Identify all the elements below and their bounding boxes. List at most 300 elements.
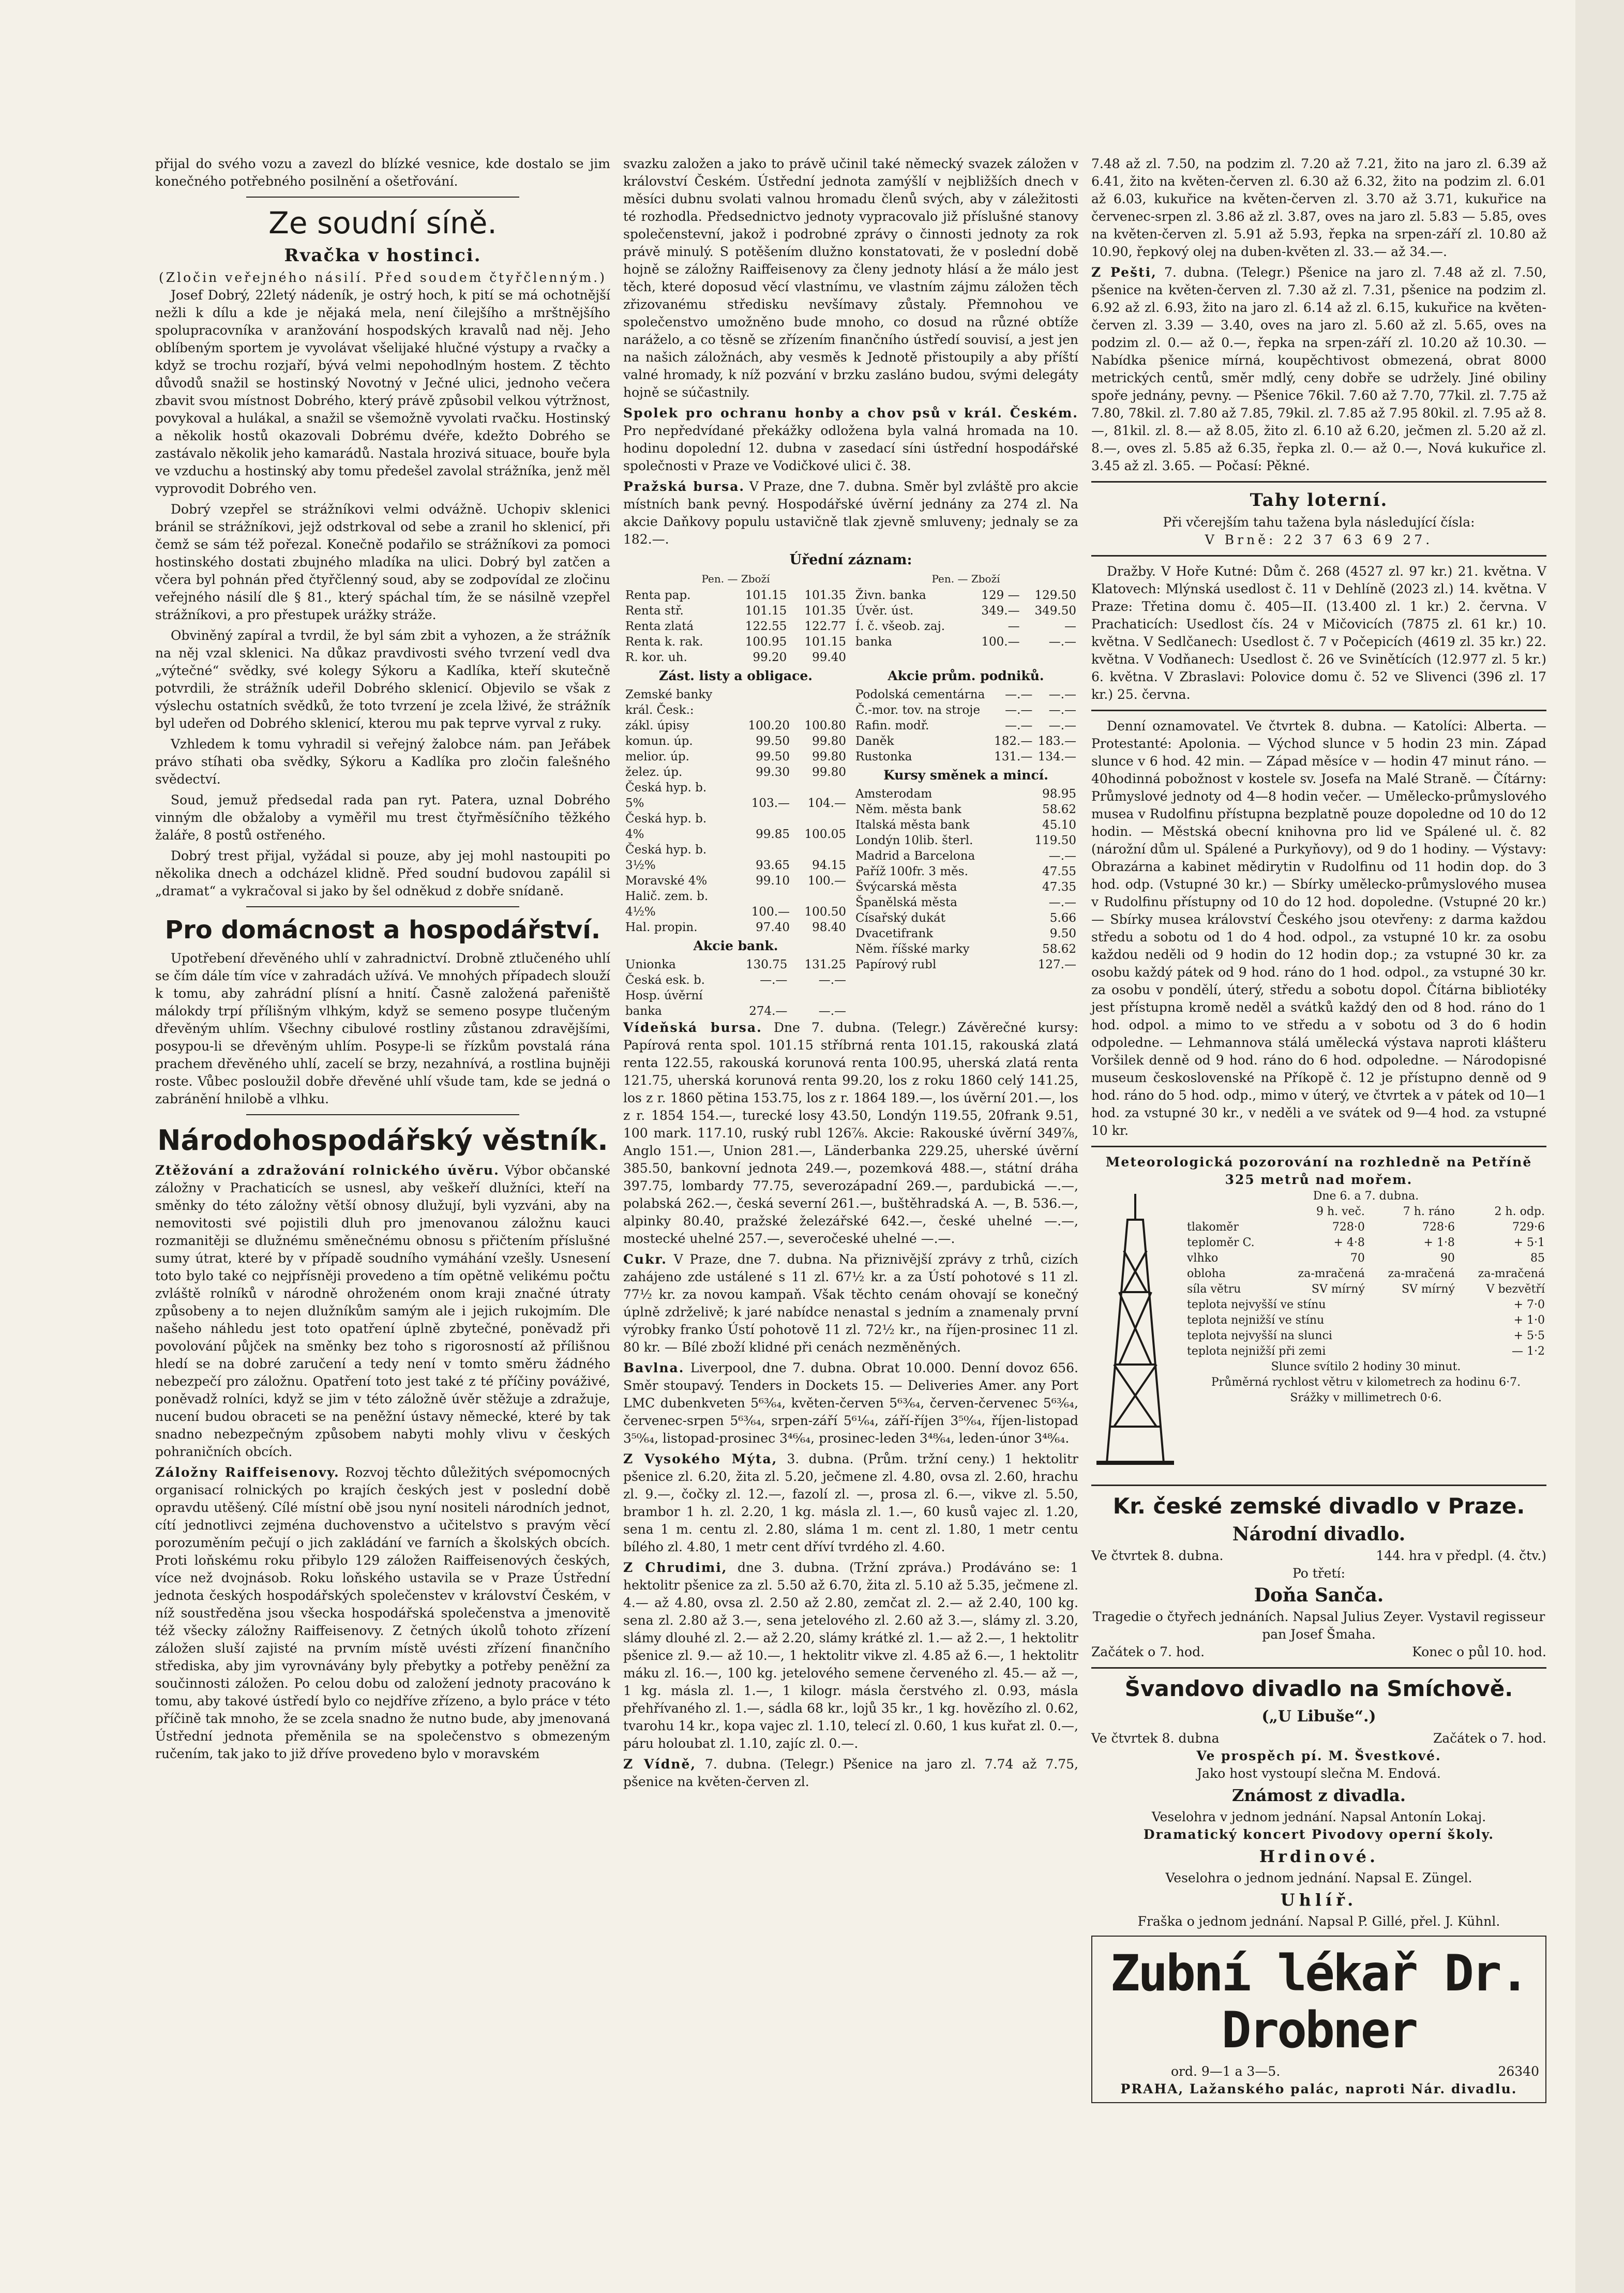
sugar-title: Cukr. (623, 1252, 667, 1267)
zast-row (623, 702, 848, 718)
row-value: V bezvětří (1486, 1283, 1545, 1296)
vienna-continued: 7.48 až zl. 7.50, na podzim zl. 7.20 až 7.21, žito na jaro zl. 6.39 až 6.41, žito na květen-červen zl. 6.30 až 6.32, žito na podzim zl. 6.01 až 6.03, kukuřice na květen-červen zl. 3.70 až 3.71, kukuřice na červenec-srpen zl. 3.86 až zl. 3.87, oves na jaro zl. 5.83 — 5.85, oves na květen-červen zl. 5.91 až 5.93, řepka na srpen-září zl. 10.80 až 10.90, řepkový olej na duben-květen zl. 33.— až 34.—. (1091, 156, 1546, 259)
bonds-table-right (853, 588, 1078, 650)
akcie-bank-row (623, 972, 848, 988)
row-label: Italská města bank (855, 818, 970, 832)
court-paragraph: Dobrý vzepřel se strážníkovi velmi odvážně. Uchopiv sklenici bránil se strážníkovi, jejž odstrkoval od sebe a zranil ho sklenicí, při čemž se sám též pořezal. Konečně podařilo se strážníkovi za pomoci hostinského dostati zbujného mladíka na ulici. Dobrý byl zatčen a včera byl pohnán před čtyřčlenný soud, aby se zodpovídal ze zločinu veřejného násilí dle § 81., který spáchal tím, že se násilně vzepřel strážníkovi, a pro přestupek urážky stráže. (155, 502, 610, 622)
weather-row (1185, 1251, 1546, 1266)
lottery-title: Tahy loterní. (1250, 490, 1388, 511)
row-value: —.— (1005, 719, 1033, 732)
bond-row (853, 619, 1078, 634)
smenky-row (853, 895, 1078, 910)
weather-row (1185, 1282, 1546, 1297)
row-label: 4% (625, 828, 644, 841)
row-label: Amsterodam (855, 787, 933, 801)
divider (1091, 710, 1546, 711)
row-value: 5.66 (1049, 911, 1076, 925)
weather-temp-row (1185, 1313, 1546, 1328)
national-theatre-desc: Tragedie o čtyřech jednáních. Napsal Julius Zeyer. Vystavil regisseur pan Josef Šmaha. (1092, 1609, 1545, 1642)
weather-date: Dne 6. a 7. dubna. (1313, 1190, 1419, 1203)
weather-row (1185, 1220, 1546, 1235)
row-label: Papírový rubl (855, 958, 937, 971)
row-value: 101.35 (804, 589, 846, 602)
vienna-bourse-text: Dne 7. dubna. (Telegr.) Závěrečné kursy: Papírová renta spol. 101.15 stříbrná renta 101.15, rakouská zlatá renta 122.55, rakouská korunová renta 100.95, uherská zlatá renta 121.75, uherská korunová renta 99.20, los z roku 1860 celý 141.25, los z r. 1860 pětina 153.75, los z r. 1864 189.—, los úvěrní 201.—, los z r. 1854 154.—, turecké losy 43.50, Londýn 119.55, 20frank 9.51, 100 mark. 117.10, ruský rubl 126⅞. Akcie: Rakouské úvěrní 349⅞, Anglo 151.—, Union 281.—, Länderbanka 229.25, uherské úvěrní 385.50, bankovní jednota 249.—, pozemková 488.—, státní dráha 397.75, lombardy 77.75, severozápadní 269.—, pardubická —.—, polabská 262.—, česká severní 261.—, buštěhradská A. —, B. 536.—, alpinky 80.40, pražské železářské 642.—, české uhelné —.—, mostecké uhelné 257.—, severočeské uhelné —.—. (623, 1020, 1079, 1246)
spolek-text: Pro nepředvídané překážky odložena byla valná hromada na 10. hodinu dopolední 12. dubna v zasedací síni ústřední hospodářské společnosti v Praze ve Vodičkové ulici č. 38. (623, 423, 1078, 473)
smenky-row (853, 926, 1078, 941)
row-label: banka (855, 635, 892, 649)
row-value: + 1·0 (1513, 1314, 1545, 1327)
economy-paragraph (155, 1162, 610, 1461)
row-label: teplota nejvyšší ve stínu (1187, 1298, 1326, 1311)
weather-col-head: 9 h. več. (1316, 1205, 1365, 1218)
national-theatre-third: Po třetí: (1292, 1566, 1346, 1581)
myto-report (623, 1450, 1078, 1556)
column-2 (623, 155, 1078, 1794)
akcie-bank-title: Akcie bank. (693, 938, 778, 953)
row-value: 45.10 (1042, 818, 1076, 832)
row-value: + 1·8 (1423, 1236, 1455, 1249)
row-label: síla větru (1187, 1283, 1241, 1296)
play-hrdinove-desc: Veselohra o jednom jednání. Napsal E. Züngel. (1165, 1870, 1472, 1885)
svanda-benefit: Ve prospěch pí. M. Švestkové. (1196, 1748, 1441, 1763)
akcie-table (853, 687, 1078, 765)
row-value (1014, 910, 1019, 926)
row-value: 99.80 (812, 750, 846, 763)
play-znamost-desc: Veselohra v jednom jednání. Napsal Antonín Lokaj. (1151, 1809, 1486, 1824)
row-value (1014, 895, 1019, 910)
row-label: Í. č. všeob. zaj. (855, 620, 945, 633)
row-value: —.— (1048, 849, 1076, 863)
row-label: Dvacetifrank (855, 927, 934, 940)
weather-note: Slunce svítilo 2 hodiny 30 minut. (1271, 1360, 1461, 1373)
row-value (1014, 957, 1019, 972)
divider (1091, 1146, 1546, 1147)
zast-row (623, 749, 848, 765)
national-theatre-start: Začátek o 7. hod. (1091, 1644, 1205, 1659)
quotes-head: Pen. — Zboží (701, 573, 770, 585)
row-value: 58.62 (1042, 942, 1076, 956)
row-value: 99.50 (756, 735, 790, 748)
row-value (735, 702, 792, 718)
zast-row (623, 796, 848, 811)
weather-temp-row (1185, 1344, 1546, 1359)
cotton-report (623, 1359, 1078, 1447)
bond-row (623, 619, 848, 634)
row-value: 131.— (994, 750, 1033, 763)
smenky-row (853, 957, 1078, 972)
row-value: —.— (1005, 688, 1033, 701)
row-value: 58.62 (1042, 803, 1076, 816)
row-value: 9.50 (1049, 927, 1076, 940)
row-value: 101.15 (745, 589, 787, 602)
play-znamost-title: Známost z divadla. (1231, 1786, 1406, 1805)
row-value: 134.— (1037, 750, 1076, 763)
chrudim-text: dne 3. dubna. (Tržní zpráva.) Prodáváno se: 1 hektolitr pšenice za zl. 5.50 až 6.70, žita zl. 5.10 až 5.35, ječmene zl. 4.— až 4.80, ovsa zl. 2.50 až 2.80, zemčat zl. 2.— až 2.40, 100 kg. sena zl. 2.80 až 3.—, sena jetelového zl. 2.60 až 3.—, slámy zl. 3.20, slámy dlouhé zl. 2.— až 2.20, slámy krátké zl. 1.— až 2.—, 1 hektolitr pšenice zl. 9.— až 10.—, 1 hektolitr vikve zl. 4.85 až 6.—, 1 hektolitr máku zl. 16.—, 100 kg. jetelového semene červeného zl. 45.— až —, 1 kg. másla zl. 1.—, 1 kilogr. másla čerstvého zl. 0.93, másla přehřívaného zl. 1.—, sádla 68 kr., lojů 35 kr., 1 kg. hovězího zl. 0.62, tvarohu 14 kr., kopa vajec zl. 1.10, telecí zl. 0.60, 1 kus kuřat zl. 0.—, páru holoubat zl. 1.10, zajíc zl. 0.—. (623, 1560, 1079, 1751)
divider (246, 197, 519, 198)
akcie-row (853, 718, 1078, 733)
row-value: 101.15 (745, 604, 787, 618)
economy-paragraph-text: Rozvoj těchto důležitých svépomocných organisací rolnických po krajích českých jest v poslední době opravdu utěšený. Cílé místní obě jsou nyní nositeli národních jednot, cítí jednotlivci zejména duchovenstvo a učitelstvo s pravým věcí porozuměním pečují o jich zakládání ve farních a školských obcích. Proti loňskému roku přibylo 129 záložen Raiffeisenových českých, více než dvojnásob. Roku loňského ustavila se v Praze Ústřední jednota českých hospodářských společenstev v království Českém, v níž soustředěna jsou všecka hospodářská společenstva a jmenovitě též všecky záložny Raiffeisenovy. Z četných úkolů tohoto zřízení záložen sluší zajisté na prvním místě uvésti zřízení finančního střediska, aby jim vyrovnávány byly přebytky a potřeby peněžní za součinnosti záložen. Po celou dobu od založení jednoty pracováno k tomu, aby takové ústředí bylo co nejdříve zřízeno, a bylo práce v této příčině tak mnoho, že se zcela snadno že nutno bude, aby jmenovaná Ústřední jednota přeměnila se na společenstvo s obmezeným ručením, tak jako to již dříve provedeno bylo v moravském (155, 1465, 610, 1761)
row-value: —.— (1048, 896, 1076, 909)
row-value: 94.15 (812, 859, 846, 872)
row-value: — (1064, 620, 1076, 633)
row-label: Česká hyp. b. (625, 781, 707, 795)
row-value: 182.— (994, 735, 1033, 748)
pest-text: 7. dubna. (Telegr.) Pšenice na jaro zl. 7.48 až zl. 7.50, pšenice na květen-červen zl. 7.30 až zl. 7.31, pšenice na podzim zl. 6.92 až zl. 6.93, žito na jaro zl. 6.14 až zl. 6.15, kukuřice na květen-červen zl. 3.39 — 3.40, oves na jaro zl. 5.60 až zl. 5.65, oves na podzim zl. 0.— až 0.—, řepka na srpen-září zl. 10.20 až 10.30. — Nabídka pšenice mírná, koupěchtivost obmezená, obrat 8000 metrických centů, směr mdlý, ceny dobře se udržely. Jiné obiliny spoře jednány, pevny. — Pšenice 76kil. 7.60 až 7.70, 77kil. zl. 7.75 až 7.80, 78kil. zl. 7.80 až 7.85, 79kil. zl. 7.85 až 7.95 80kil. zl. 7.95 až 8.—, 81kil. zl. 8.— až 8.05, žito zl. 6.10 až 6.20, ječmen zl. 5.20 až zl. 8.—, oves zl. 5.85 až 6.35, řepka zl. 0.— až 0.—, Nová kukuřice zl. 3.45 až zl. 3.65. — Počasí: Pěkné. (1091, 265, 1546, 473)
weather-title: Meteorologická pozorování na rozhledně na Petříně (1105, 1155, 1532, 1170)
bond-row (623, 603, 848, 619)
row-label: Rustonka (855, 750, 912, 763)
row-value: — (1008, 620, 1020, 633)
row-value: 100.— (981, 635, 1020, 649)
akcie-title: Akcie prům. podniků. (888, 668, 1044, 683)
vienna-bourse (623, 1019, 1078, 1248)
row-value: 98.40 (812, 921, 846, 934)
zast-row (623, 811, 848, 827)
zast-row (623, 889, 848, 904)
zast-title: Zást. listy a obligace. (659, 668, 813, 683)
row-value: 47.55 (1042, 865, 1076, 878)
row-label: král. Česk.: (625, 703, 694, 717)
akcie-bank-row (623, 957, 848, 972)
row-value (792, 702, 848, 718)
row-value (792, 889, 848, 904)
prague-bourse (623, 478, 1078, 548)
row-value: 274.— (749, 1005, 788, 1018)
row-label: Moravské 4% (625, 874, 708, 888)
row-label: 5% (625, 797, 644, 810)
bond-row (623, 650, 848, 665)
akcie-row (853, 749, 1078, 765)
row-label: Česká esk. b. (625, 973, 705, 987)
prague-bourse-text: V Praze, dne 7. dubna. Směr byl zvláště pro akcie místních bank pevný. Hospodářské úvěrní jednány za 274 zl. Na akcie Daňkovy populu ustavičně tlak zjevně smluveny; jednaly se za 182.—. (623, 479, 1078, 547)
dentist-hours-line (1099, 2063, 1539, 2080)
economy-continued: svazku založen a jako to právě učinil také německý svazek záložen v království Českém. Ústřední jednota zamýšlí v nejbližších dnech v měsíci dubnu svolati valnou hromadu členů svých, aby v záležitosti té rozhodla. Předsednictvo jednoty vypracovalo již příslušné stanovy společenstevní, jakož i podrobné zprávy o činnosti jednoty za rok právě minulý. S potěšením dlužno konstatovati, že v poslední době hojně se záložny Raiffeisenovy za členy jednoty hlásí a že málo jest těch, které doposud věcí vlastnímu, ve vlastním zájmu záložen těch zřizovanému středisku nevšímavy zůstaly. Přemnohou ve společenstvo umožněno bude mnoho, co dosud na různé obtíže naráželo, a co těsně se zřízením finančního ústředí souvisí, a jest jen na našich záložnách, aby vesměs k Jednotě přistoupily a aby příští valné hromady, k níž pozvání v brzku zasláno budou, svými delegáty hojně se súčastnily. (623, 156, 1078, 400)
zast-row (623, 827, 848, 842)
row-value: 98.95 (1042, 787, 1076, 801)
row-value (1014, 817, 1019, 833)
dentist-advertisement (1091, 1936, 1546, 2103)
row-label: želez. úp. (625, 766, 683, 779)
akcie-bank-table (623, 957, 848, 1019)
row-value: 104.— (807, 797, 846, 810)
row-label: 3½% (625, 859, 656, 872)
zast-table (623, 687, 848, 935)
row-value: 100.20 (748, 719, 790, 732)
lottery-numbers: V Brně: 22 37 63 69 27. (1205, 532, 1433, 547)
economy-paragraph (155, 1464, 610, 1763)
row-value: — 1·2 (1512, 1345, 1545, 1358)
row-label: teplota nejnižší při zemi (1187, 1345, 1326, 1358)
row-label: Renta zlatá (625, 620, 694, 633)
row-label: Daněk (855, 735, 894, 748)
national-theatre-subscription: 144. hra v předpl. (4. čtv.) (1376, 1548, 1546, 1563)
court-paragraph: Josef Dobrý, 22letý nádeník, je ostrý hoch, k pití se má ochotnější nežli k dílu a kde je nějaká mela, není čilejšího a mrštnějšího spolupracovníka v aranžování hospodských kravalů nad něj. Jeho oblíbeným sportem je vyvolávat všelijaké hlučné výstupy a rvačky a když se trochu rozjaří, bývá velmi nepohodlným hostem. Z těchto důvodů snažil se hostinský Novotný v Ječné ulici, jednoho večera zbavit svou místnost Dobrého, který právě způsobil velkou výtržnost, povykoval a hulákal, a snažil se všemožně vyvolati rvačku. Hostinský a několik hostů okazovali Dobrému dvéře, kdežto Dobrého se zastávalo několik jeho kamarádů. Nastala hrozivá situace, bouře byla ve vzduchu a hostinský aby tomu předešel zavolal strážníka, jenž měl vyprovodit Dobrého ven. (155, 288, 610, 496)
weather-row (1185, 1266, 1546, 1282)
row-label: Císařský dukát (855, 911, 945, 925)
spolek-notice (623, 404, 1078, 475)
row-label: Renta stř. (625, 604, 684, 618)
chrudim-report (623, 1559, 1078, 1752)
row-value (1014, 786, 1019, 802)
row-value: + 5·5 (1513, 1329, 1545, 1342)
smenky-table (853, 786, 1078, 972)
weather-table (1185, 1204, 1546, 1297)
national-theatre-date: Ve čtvrtek 8. dubna. (1091, 1548, 1224, 1563)
sugar-report (623, 1251, 1078, 1356)
smenky-row (853, 817, 1078, 833)
court-paragraph: Soud, jemuž předsedal rada pan ryt. Patera, uznal Dobrého vinným dle obžaloby a vyměřil mu trest čtyřměsíčního těžkého žaláře, 8 postů ostřeného. (155, 792, 610, 843)
quotes-head: Pen. — Zboží (931, 573, 1000, 585)
national-theatre-play: Doňa Sanča. (1254, 1584, 1384, 1606)
smenky-row (853, 941, 1078, 957)
smenky-row (853, 833, 1078, 848)
bonds-table-left (623, 588, 848, 665)
household-section-title: Pro domácnost a hospodářství. (164, 916, 601, 945)
smenky-row (853, 848, 1078, 864)
row-value: 93.65 (756, 859, 790, 872)
row-label: Rafin. modř. (855, 719, 929, 732)
row-label: Česká hyp. b. (625, 812, 707, 826)
row-value: 97.40 (756, 921, 790, 934)
economy-section-title: Národohospodářský věstník. (157, 1124, 608, 1157)
court-article-title: Rvačka v hostinci. (284, 245, 482, 266)
play-hrdinove-title: Hrdinové. (1259, 1847, 1379, 1866)
row-value: 90 (1440, 1252, 1455, 1265)
smenky-row (853, 864, 1078, 879)
svanda-theatre-title: Švandovo divadlo na Smíchově. (1124, 1676, 1513, 1701)
row-value (1014, 941, 1019, 957)
row-value (735, 687, 792, 702)
smenky-title: Kursy směnek a mincí. (883, 768, 1048, 783)
weather-note: Srážky v millimetrech 0·6. (1290, 1391, 1442, 1404)
row-value: + 7·0 (1513, 1298, 1545, 1311)
column-3 (1091, 155, 1546, 2108)
row-label: vlhko (1187, 1252, 1219, 1265)
row-label: Paříž 100fr. 3 měs. (855, 865, 968, 878)
official-quotes-title: Úřední záznam: (789, 552, 912, 568)
svanda-date: Ve čtvrtek 8. dubna (1091, 1731, 1220, 1746)
row-label: teplota nejnižší ve stínu (1187, 1314, 1325, 1327)
weather-row (1185, 1235, 1546, 1251)
row-value: 99.10 (756, 874, 790, 888)
cotton-text: Liverpool, dne 7. dubna. Obrat 10.000. Denní dovoz 656. Směr stoupavý. Tenders in Dockets 15. — Deliveries Amer. any Port LMC dubenkveten 5⁶³⁄₆₄, květen-červen 5⁶³⁄₆₄, červen-červenec 5⁶³⁄₆₄, červenec-srpen 5⁶³⁄₆₄, srpen-září 5⁶¹⁄₆₄, září-říjen 3⁵⁰⁄₆₄, říjen-listopad 3⁵⁰⁄₆₄, listopad-prosinec 3⁴⁶⁄₆₄, prosinec-leden 3⁴⁸⁄₆₄, leden-únor 3⁴⁸⁄₆₄. (623, 1360, 1078, 1446)
zast-row (623, 765, 848, 780)
row-value (1014, 864, 1019, 879)
row-value: —.— (1005, 703, 1033, 717)
row-value: —.— (760, 973, 788, 987)
national-theatre-title: Kr. české zemské divadlo v Praze. (1112, 1493, 1525, 1519)
row-value: 47.35 (1042, 880, 1076, 894)
row-value: 103.— (751, 797, 790, 810)
auctions-text: Dražby. V Hoře Kutné: Dům č. 268 (4527 zl. 97 kr.) 21. května. V Klatovech: Mlýnská usedlost č. 11 v Dehlíně (2023 zl.) 14. května. V Praze: Třetina domu č. 405—II. (13.400 zl. 1 kr.) 2. června. V Prachaticích: Usedlost čís. 24 v Mičovicích (7875 zl. 61 kr.) 10. května. V Sedlčanech: Usedlost č. 7 v Počepicích (4619 zl. 35 kr.) 22. května. V Vodňanech: Usedlost č. 26 ve Svinětících (12.977 zl. 5 kr.) 6. května. V Zbraslavi: Polovice domu č. 52 ve Slivenci (396 zl. 17 kr.) 25. června. (1091, 564, 1546, 702)
intro-paragraph: přijal do svého vozu a zavezl do blízké vesnice, kde dostalo se jim konečného potřebného posilnění a ošetřování. (155, 156, 610, 189)
row-value (735, 811, 792, 827)
row-value (789, 988, 848, 1003)
vienna-bourse-title: Vídeňská bursa. (623, 1020, 762, 1035)
zast-row (623, 920, 848, 935)
row-value: 728·6 (1422, 1221, 1455, 1234)
row-label: Česká hyp. b. (625, 843, 707, 857)
row-value: 729·6 (1512, 1221, 1545, 1234)
row-label: Hosp. úvěrní (625, 989, 703, 1002)
row-value: 101.35 (804, 604, 846, 618)
quotes-table-top (623, 570, 1078, 665)
row-value: 99.40 (812, 651, 846, 664)
row-label: Unionka (625, 958, 676, 971)
dentist-hours: ord. 9—1 a 3—5. (1171, 2064, 1281, 2079)
row-label: teploměr C. (1187, 1236, 1255, 1249)
myto-title: Z Vysokého Mýta, (623, 1451, 778, 1466)
zast-row (623, 733, 848, 749)
row-value: 99.50 (756, 750, 790, 763)
divider (1091, 1485, 1546, 1486)
row-value: 131.25 (804, 958, 846, 971)
divider (1091, 1667, 1546, 1669)
row-value: —.— (1048, 719, 1076, 732)
vienna-text: 7. dubna. (Telegr.) Pšenice na jaro zl. 7.74 až 7.75, pšenice na květen-červen zl. (623, 1757, 1078, 1789)
national-theatre-end: Konec o půl 10. hod. (1412, 1644, 1546, 1659)
row-label: Renta k. rak. (625, 635, 703, 649)
row-label: Č.-mor. tov. na stroje (855, 703, 981, 717)
prague-bourse-title: Pražská bursa. (623, 479, 745, 494)
row-value (1014, 926, 1019, 941)
row-value: —.— (1048, 635, 1076, 649)
household-paragraph: Upotřebení dřevěného uhlí v zahradnictví. Drobně ztlučeného uhlí se čím dále tím více v zahradách užívá. Ve mnohých případech slouží k tomu, aby zahrádní plísní a hnití. Časně založená pařeniště málokdy trpí přílišným vlhkým, když se semeno posype tlučeným dřevěným uhlím. Všechny cibulové rostliny zůstanou zdravějšími, posypou-li se dřevěným uhlím. Posype-li se řízkům povstalá rána prachem dřevěného uhlí, zacelí se brzy, nezahnívá, a rostlina bujněji roste. Vůbec posloužil dobře dřevěné uhlí všude tam, kde se jedná o zabránění hnilobě a vlhku. (155, 951, 610, 1106)
row-value: 100.05 (804, 828, 846, 841)
row-value: 99.80 (812, 766, 846, 779)
zast-row (623, 687, 848, 702)
weather-temp-row (1185, 1328, 1546, 1344)
weather-col-head: 2 h. odp. (1494, 1205, 1545, 1218)
court-paragraph: Dobrý trest přijal, vyžádal si pouze, aby jej mohl nastoupiti po několika dnech a odcházel klidně. Před soudní budovou zapálil si „dramat“ a vykračoval si jako by šel odněkud z dobře snídaně. (155, 848, 610, 898)
weather-subtitle: 325 metrů nad mořem. (1225, 1172, 1413, 1187)
svanda-start: Začátek o 7. hod. (1433, 1731, 1546, 1746)
row-label: R. kor. uh. (625, 651, 687, 664)
row-value: 100.80 (804, 719, 846, 732)
row-value (1014, 833, 1019, 848)
weather-notes (1185, 1359, 1546, 1406)
row-label: teplota nejvyšší na slunci (1187, 1329, 1332, 1342)
bond-row (623, 634, 848, 650)
row-label: Zemské banky (625, 688, 713, 701)
dentist-address: PRAHA, Lažanského palác, naproti Nár. divadlu. (1120, 2081, 1517, 2096)
row-value: 183.— (1037, 735, 1076, 748)
chrudim-title: Z Chrudimi, (623, 1560, 728, 1575)
row-value: za-mračená (1478, 1267, 1545, 1280)
court-article-kicker: (Zločin veřejného násilí. Před soudem čtyřčlenným.) (159, 270, 607, 285)
row-value: 100.— (751, 905, 790, 919)
row-label: Madrid a Barcelona (855, 849, 975, 863)
row-label: Úvěr. úst. (855, 604, 914, 618)
zast-row (623, 873, 848, 889)
divider (1091, 555, 1546, 557)
row-value: 99.85 (756, 828, 790, 841)
row-label: Něm. města bank (855, 803, 961, 816)
akcie-row (853, 687, 1078, 702)
vienna-title: Z Vídně, (623, 1757, 697, 1772)
row-value (735, 889, 792, 904)
smenky-row (853, 910, 1078, 926)
weather-block (1091, 1189, 1546, 1478)
play-uhlir-title: Uhlíř. (1280, 1890, 1358, 1910)
row-value (731, 988, 790, 1003)
row-label: obloha (1187, 1267, 1226, 1280)
row-value: 129 — (981, 589, 1020, 602)
row-value: 122.77 (804, 620, 846, 633)
row-label: komun. úp. (625, 735, 693, 748)
row-label: Něm. říšské marky (855, 942, 970, 956)
sugar-text: V Praze, dne 7. dubna. Na přiznivější zprávy z trhů, cizích zahájeno zde ustálené s 11 zl. 67½ kr. a za Ústí pohotové s 11 zl. 77½ kr. za novou kampaň. Však těchto cenám ohovají se konečný úplně zdrželivě; k jaré nabídce nenastal s jedním a znamenaly první výrobky franko Ústí pohotově 11 zl. 72½ kr., na říjen-prosinec 11 zl. 80 kr. — Bílé zboží klidné při cenách nezměněných. (623, 1252, 1078, 1355)
row-label: Švýcarská města (855, 880, 957, 894)
row-value: 728·0 (1332, 1221, 1365, 1234)
row-value (1014, 848, 1019, 864)
akcie-bank-row (623, 988, 848, 1003)
weather-header-row (1185, 1204, 1546, 1220)
cotton-title: Bavlna. (623, 1360, 685, 1375)
lottery-text: Při včerejším tahu tažena byla následující čísla: (1163, 515, 1475, 530)
row-value: 127.— (1037, 958, 1076, 971)
spolek-title: Spolek pro ochranu honby a chov psů v král. Českém. (623, 406, 1078, 421)
row-value: 129.50 (1034, 589, 1076, 602)
row-value: 100.— (807, 874, 846, 888)
bond-row (853, 603, 1078, 619)
daily-notices: Denní oznamovatel. Ve čtvrtek 8. dubna. — Katolíci: Alberta. — Protestanté: Apolonia. — Východ slunce v 5 hodin 23 min. Západ slunce v 6 hod. 42 min. — Západ měsíce v — hodin 47 minut ráno. — 40hodinná pobožnost v kostele sv. Josefa na Malé Straně. — Čítárny: Průmyslové jednoty od 4—8 hodin večer. — Umělecko-průmyslového musea v Rudolfinu přístupna bezplatně pouze dopoledne od 10 do 12 hodin. — Městská obecní knihovna pro lid ve Spálené ul. č. 82 (nárožní dům ul. Spálené a Purkyňovy), od 9 do 1 hodiny. — Výstavy: Obrazárna a kabinet mědirytin v Rudolfinu od 11 hodin dop. do 3 hod. odp. (Vstupné 30 kr.) — Sbírky umělecko-průmyslového musea v Rudolfinu přístupny od 10 do 12 hod. dopoledne. (Vstupné 20 kr.) — Sbírky musea království Českého jsou otevřeny: z darma každou středu a sobotu od 1 do 4 hod. odpol., za vstupné 10 kr. za osobu každou neděli od 9 hodin do 12 hodin dop.; za vstupné 30 kr. za osobu každý pátek od 9 hod. ráno do 1 hod. odpol., za vstupné 30 kr. za osobu v pondělí, úterý, středu a sobotu dopol. Čítárna bibliotéky jest přístupna kromě neděl a svátků každý den od 8 hod. ráno do 1 hod. odpol. a mimo to ve středu a v sobotu od 3 do 6 hodin odpoledne. — Lehmannova stálá umělecká výstava naproti klášteru Voršilek denně od 9 hod. ráno do 6 hod. odpoledne. — Národopisné museum československé na Příkopě č. 12 je přístupno denně od 9 hod. ráno do 5 hod. odp., mimo v úterý, ve čtvrtek a v pátek od 10—1 hod. za vstupné 30 kr., v neděli a ve svátek od 9—4 hod. za vstupné 10 kr. (1091, 718, 1546, 1138)
row-value: 99.30 (756, 766, 790, 779)
weather-temp-row (1185, 1297, 1546, 1313)
dentist-name: Zubní lékař Dr. Drobner (1110, 1944, 1528, 2059)
divider (246, 906, 519, 907)
bond-row (623, 588, 848, 603)
row-value (792, 780, 848, 796)
pest-title: Z Pešti, (1091, 265, 1157, 280)
zast-row (623, 858, 848, 873)
weather-note: Průměrná rychlost větru v kilometrech za hodinu 6·7. (1211, 1376, 1521, 1389)
row-label: melior. úp. (625, 750, 689, 763)
row-value: SV mírný (1311, 1283, 1365, 1296)
row-label: 4½% (625, 905, 656, 919)
row-value: —.— (818, 1005, 846, 1018)
bond-row (853, 634, 1078, 650)
row-label: Londýn 10lib. šterl. (855, 834, 973, 847)
row-label: Renta pap. (625, 589, 691, 602)
row-value: 70 (1350, 1252, 1365, 1265)
petrin-tower-icon (1091, 1189, 1179, 1478)
play-uhlir-desc: Fraška o jednom jednání. Napsal P. Gillé, přel. J. Kühnl. (1137, 1914, 1500, 1929)
row-value: —.— (1048, 688, 1076, 701)
bond-row (853, 588, 1078, 603)
pest-report (1091, 264, 1546, 475)
smenky-row (853, 879, 1078, 895)
row-value: 100.95 (745, 635, 787, 649)
national-theatre-subtitle: Národní divadlo. (1232, 1523, 1406, 1545)
smenky-row (853, 786, 1078, 802)
page-right-margin (1575, 0, 1624, 2293)
row-value (735, 780, 792, 796)
zast-row (623, 904, 848, 920)
quotes-table-mid (623, 665, 1078, 1019)
row-value: + 4·8 (1333, 1236, 1365, 1249)
svanda-dateline (1091, 1730, 1546, 1747)
economy-paragraph-text: Výbor občanské záložny v Prachaticích se usnesl, aby veškeří dlužníci, kteří na směnky do této záložny větší obnosy dlužují, byli vyzváni, aby na nemovitosti své pojistili dluh pro jmenovanou záložnu kauci rozmanitěji se dlužnému směnečnému obnosu s přičtením příslušné sumy útrat, které by v případě soudního vymáhání vzešly. Usnesení toto bylo také co nejpřísněji provedeno a tím opětně velikému počtu zvláště rolníků v národně ohroženém onom kraji značné útraty způsobeny a to nejen dlužníkům samým ale i jejich rukojmím. Dle našeho náhledu jest toto opatření úplně zbytečné, poněvadž při povolování půjček na směnky bez toho s rigorosností až přílišnou hledí se na dobré zaručení a tedy není v tomto směru žádného nebezpečí pro záložnu. Opatření toto jest také z té příčiny pováživé, poněvadž rolníci, když se jim v této záložně úvěr stěžuje a zdražuje, nucení budou obraceti se na peněžní ústavy německé, které by tak snadno nebezpečným způsobem nabyti mohly vlivu v českých pohraničních obcích. (155, 1163, 611, 1459)
row-value: 101.15 (804, 635, 846, 649)
economy-paragraph-title: Ztěžování a zdražování rolnického úvěru. (155, 1163, 500, 1178)
row-value: za-mračená (1298, 1267, 1365, 1280)
row-value: 99.80 (812, 735, 846, 748)
row-value: 85 (1530, 1252, 1545, 1265)
row-value: 349.— (981, 604, 1020, 618)
column-1 (155, 155, 610, 1766)
